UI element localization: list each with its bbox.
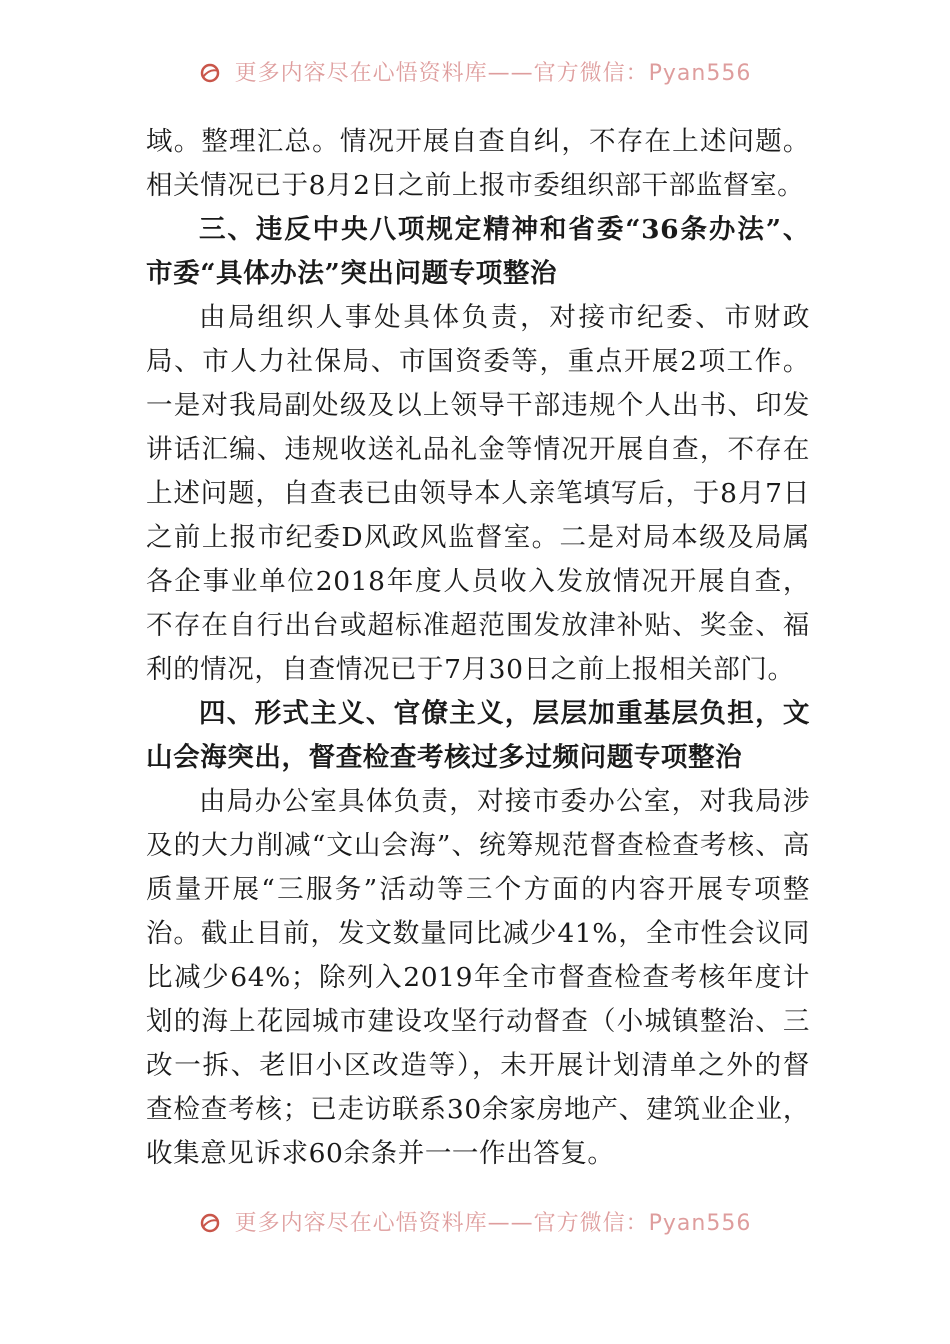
watermark-logo-icon (199, 1212, 221, 1234)
section-heading-four: 四、形式主义、官僚主义，层层加重基层负担，文山会海突出，督查检查考核过多过频问题专项整治 (146, 698, 810, 773)
watermark-header (0, 56, 950, 90)
section-heading-three: 三、违反中央八项规定精神和省委“36条办法”、市委“具体办法”突出问题专项整治 (146, 214, 810, 289)
watermark-footer-text: 更多内容尽在心悟资料库——官方微信：Pyan556 (234, 1211, 752, 1236)
paragraph-continuation: 域。整理汇总。情况开展自查自纠，不存在上述问题。相关情况已于8月2日之前上报市委组织部干部监督室。 (146, 126, 810, 201)
watermark-footer (0, 1206, 950, 1240)
document-body (146, 120, 810, 1176)
watermark-header-text: 更多内容尽在心悟资料库——官方微信：Pyan556 (234, 61, 752, 86)
watermark-logo-icon (199, 62, 221, 84)
paragraph-section-three: 由局组织人事处具体负责，对接市纪委、市财政局、市人力社保局、市国资委等，重点开展2项工作。一是对我局副处级及以上领导干部违规个人出书、印发讲话汇编、违规收送礼品礼金等情况开展自查，不存在上述问题，自查表已由领导本人亲笔填写后，于8月7日之前上报市纪委D风政风监督室。二是对局本级及局属各企事业单位2018年度人员收入发放情况开展自查，不存在自行出台或超标准超范围发放津补贴、奖金、福利的情况，自查情况已于7月30日之前上报相关部门。 (146, 302, 810, 685)
paragraph-section-four: 由局办公室具体负责，对接市委办公室，对我局涉及的大力削减“文山会海”、统筹规范督查检查考核、高质量开展“三服务”活动等三个方面的内容开展专项整治。截止目前，发文数量同比减少41%，全市性会议同比减少64%；除列入2019年全市督查检查考核年度计划的海上花园城市建设攻坚行动督查（小城镇整治、三改一拆、老旧小区改造等），未开展计划清单之外的督查检查考核；已走访联系30余家房地产、建筑业企业，收集意见诉求60余条并一一作出答复。 (146, 786, 810, 1169)
